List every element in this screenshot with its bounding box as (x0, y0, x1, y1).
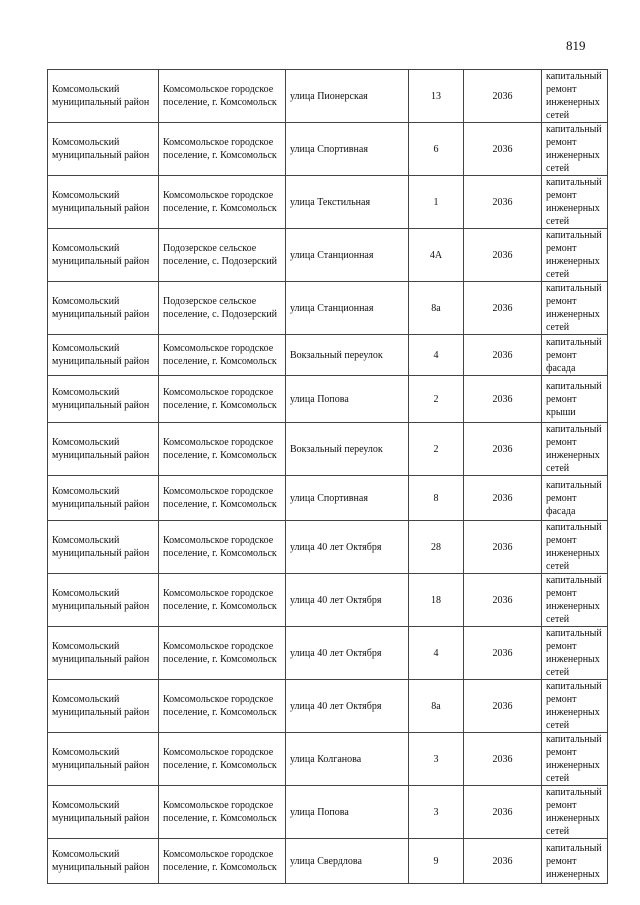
district-cell: Комсомольский муниципальный район (48, 376, 159, 423)
street-cell: улица Свердлова (286, 839, 409, 884)
street-cell: улица Попова (286, 376, 409, 423)
year-cell: 2036 (464, 574, 542, 627)
street-cell: Вокзальный переулок (286, 423, 409, 476)
work-type-cell: капитальный ремонт инженерных сетей (542, 70, 608, 123)
table-row (48, 376, 608, 423)
district-cell: Комсомольский муниципальный район (48, 176, 159, 229)
settlement-cell: Комсомольское городское поселение, г. Комсомольск (159, 476, 286, 521)
table-row (48, 229, 608, 282)
settlement-cell: Комсомольское городское поселение, г. Комсомольск (159, 70, 286, 123)
year-cell: 2036 (464, 627, 542, 680)
table-row (48, 423, 608, 476)
settlement-cell: Комсомольское городское поселение, г. Комсомольск (159, 176, 286, 229)
work-type-cell: капитальный ремонт инженерных сетей (542, 123, 608, 176)
table-row (48, 733, 608, 786)
table-row (48, 521, 608, 574)
district-cell: Комсомольский муниципальный район (48, 476, 159, 521)
year-cell: 2036 (464, 282, 542, 335)
house-number-cell: 2 (409, 423, 464, 476)
table-row (48, 574, 608, 627)
settlement-cell: Комсомольское городское поселение, г. Комсомольск (159, 376, 286, 423)
house-number-cell: 9 (409, 839, 464, 884)
district-cell: Комсомольский муниципальный район (48, 423, 159, 476)
work-type-cell: капитальный ремонт инженерных сетей (542, 786, 608, 839)
year-cell: 2036 (464, 376, 542, 423)
table-row (48, 786, 608, 839)
house-number-cell: 6 (409, 123, 464, 176)
street-cell: улица Пионерская (286, 70, 409, 123)
district-cell: Комсомольский муниципальный район (48, 786, 159, 839)
table-row (48, 123, 608, 176)
settlement-cell: Подозерское сельское поселение, с. Подозерский (159, 282, 286, 335)
street-cell: улица Колганова (286, 733, 409, 786)
work-type-cell: капитальный ремонт инженерных (542, 839, 608, 884)
house-number-cell: 2 (409, 376, 464, 423)
work-type-cell: капитальный ремонт инженерных сетей (542, 176, 608, 229)
year-cell: 2036 (464, 786, 542, 839)
year-cell: 2036 (464, 229, 542, 282)
work-type-cell: капитальный ремонт инженерных сетей (542, 521, 608, 574)
district-cell: Комсомольский муниципальный район (48, 70, 159, 123)
repair-schedule-table (47, 69, 608, 884)
table-row (48, 176, 608, 229)
work-type-cell: капитальный ремонт фасада (542, 335, 608, 376)
house-number-cell: 4А (409, 229, 464, 282)
street-cell: улица Попова (286, 786, 409, 839)
district-cell: Комсомольский муниципальный район (48, 335, 159, 376)
work-type-cell: капитальный ремонт крыши (542, 376, 608, 423)
table-row (48, 839, 608, 884)
house-number-cell: 8а (409, 680, 464, 733)
work-type-cell: капитальный ремонт инженерных сетей (542, 680, 608, 733)
street-cell: улица Спортивная (286, 123, 409, 176)
district-cell: Комсомольский муниципальный район (48, 574, 159, 627)
street-cell: улица 40 лет Октября (286, 574, 409, 627)
house-number-cell: 4 (409, 335, 464, 376)
house-number-cell: 28 (409, 521, 464, 574)
settlement-cell: Комсомольское городское поселение, г. Комсомольск (159, 786, 286, 839)
house-number-cell: 13 (409, 70, 464, 123)
district-cell: Комсомольский муниципальный район (48, 123, 159, 176)
street-cell: улица 40 лет Октября (286, 521, 409, 574)
settlement-cell: Комсомольское городское поселение, г. Комсомольск (159, 733, 286, 786)
year-cell: 2036 (464, 176, 542, 229)
settlement-cell: Комсомольское городское поселение, г. Комсомольск (159, 574, 286, 627)
year-cell: 2036 (464, 733, 542, 786)
settlement-cell: Комсомольское городское поселение, г. Комсомольск (159, 123, 286, 176)
settlement-cell: Комсомольское городское поселение, г. Комсомольск (159, 627, 286, 680)
work-type-cell: капитальный ремонт инженерных сетей (542, 282, 608, 335)
year-cell: 2036 (464, 423, 542, 476)
house-number-cell: 4 (409, 627, 464, 680)
year-cell: 2036 (464, 335, 542, 376)
settlement-cell: Комсомольское городское поселение, г. Комсомольск (159, 423, 286, 476)
street-cell: улица Станционная (286, 229, 409, 282)
district-cell: Комсомольский муниципальный район (48, 839, 159, 884)
settlement-cell: Комсомольское городское поселение, г. Комсомольск (159, 680, 286, 733)
house-number-cell: 3 (409, 733, 464, 786)
year-cell: 2036 (464, 521, 542, 574)
work-type-cell: капитальный ремонт инженерных сетей (542, 627, 608, 680)
district-cell: Комсомольский муниципальный район (48, 627, 159, 680)
settlement-cell: Комсомольское городское поселение, г. Комсомольск (159, 839, 286, 884)
street-cell: Вокзальный переулок (286, 335, 409, 376)
district-cell: Комсомольский муниципальный район (48, 282, 159, 335)
table-row (48, 282, 608, 335)
district-cell: Комсомольский муниципальный район (48, 733, 159, 786)
year-cell: 2036 (464, 476, 542, 521)
street-cell: улица 40 лет Октября (286, 680, 409, 733)
house-number-cell: 8а (409, 282, 464, 335)
work-type-cell: капитальный ремонт инженерных сетей (542, 229, 608, 282)
year-cell: 2036 (464, 839, 542, 884)
street-cell: улица Станционная (286, 282, 409, 335)
year-cell: 2036 (464, 680, 542, 733)
settlement-cell: Комсомольское городское поселение, г. Комсомольск (159, 335, 286, 376)
settlement-cell: Комсомольское городское поселение, г. Комсомольск (159, 521, 286, 574)
district-cell: Комсомольский муниципальный район (48, 521, 159, 574)
table-row (48, 335, 608, 376)
table-row (48, 627, 608, 680)
table-row (48, 680, 608, 733)
district-cell: Комсомольский муниципальный район (48, 229, 159, 282)
work-type-cell: капитальный ремонт инженерных сетей (542, 574, 608, 627)
settlement-cell: Подозерское сельское поселение, с. Подозерский (159, 229, 286, 282)
street-cell: улица Текстильная (286, 176, 409, 229)
work-type-cell: капитальный ремонт фасада (542, 476, 608, 521)
street-cell: улица Спортивная (286, 476, 409, 521)
work-type-cell: капитальный ремонт инженерных сетей (542, 733, 608, 786)
house-number-cell: 8 (409, 476, 464, 521)
page-number: 819 (566, 38, 586, 53)
work-type-cell: капитальный ремонт инженерных сетей (542, 423, 608, 476)
house-number-cell: 18 (409, 574, 464, 627)
year-cell: 2036 (464, 70, 542, 123)
district-cell: Комсомольский муниципальный район (48, 680, 159, 733)
street-cell: улица 40 лет Октября (286, 627, 409, 680)
house-number-cell: 3 (409, 786, 464, 839)
house-number-cell: 1 (409, 176, 464, 229)
table-row (48, 70, 608, 123)
table-row (48, 476, 608, 521)
year-cell: 2036 (464, 123, 542, 176)
table-body (48, 70, 608, 884)
